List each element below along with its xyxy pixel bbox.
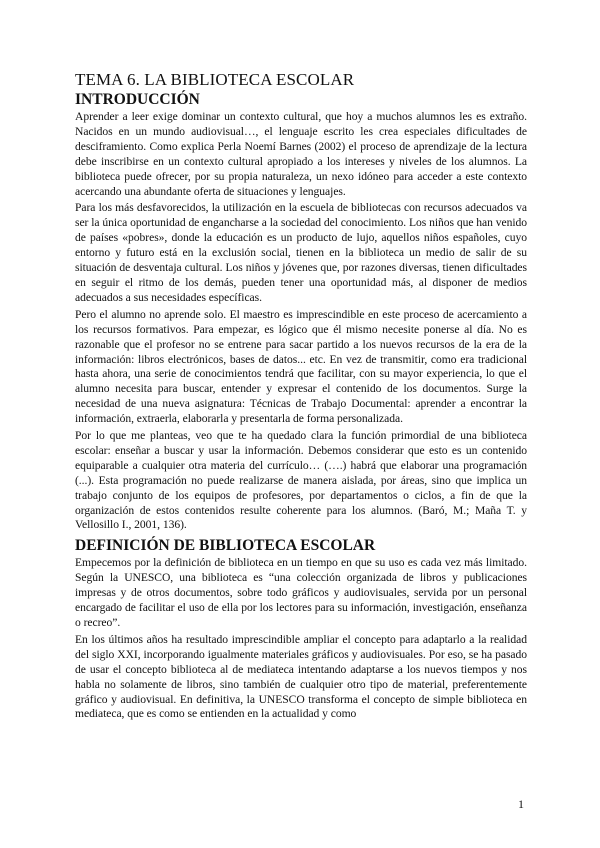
- paragraph: Para los más desfavorecidos, la utilización en la escuela de bibliotecas con recursos adecuados va ser la única oportunidad de engancharse a la sociedad del conocimiento. Los niños que han venido de países «pobres», donde la educación es un producto de lujo, aquellos niños españoles, cuyo entorno y futuro está en la exclusión social, tienen en la biblioteca un medio de salir de su situación de desventaja cultural. Los niños y jóvenes que, por razones diversas, tienen dificultades en seguir el ritmo de los demás, pueden tener una oportunidad más, al disponer de medios adecuados a sus necesidades específicas.: [75, 201, 527, 304]
- page-number: 1: [518, 797, 524, 811]
- section-heading-definicion: DEFINICIÓN DE BIBLIOTECA ESCOLAR: [75, 537, 376, 555]
- section-introduccion: [75, 90, 527, 533]
- section-heading-introduccion: INTRODUCCIÓN: [75, 91, 200, 108]
- document-title: TEMA 6. LA BIBLIOTECA ESCOLAR: [75, 70, 355, 89]
- paragraph: En los últimos años ha resultado imprescindible ampliar el concepto para adaptarlo a la realidad del siglo XXI, incorporando igualmente materiales gráficos y audiovisuales. Por eso, se ha pasado de usar el concepto biblioteca al de mediateca intentando adaptarse a los nuevos tiempos y nos habla no solamente de libros, sino también de cualquier otro tipo de material, preferentemente gráfico y audiovisual. En definitiva, la UNESCO transforma el concepto de simple biblioteca en mediateca, que es como se entienden en la actualidad y como: [75, 632, 527, 721]
- document-page: [75, 70, 527, 724]
- paragraph: Aprender a leer exige dominar un contexto cultural, que hoy a muchos alumnos les es extraño. Nacidos en un mundo audiovisual…, el lenguaje escrito les crea especiales dificultades de desciframiento. Como explica Perla Noemí Barnes (2002) el proceso de aprendizaje de la lectura debe inscribirse en un contexto cultural apropiado a los intereses y niveles de los alumnos. La biblioteca puede ofrecer, por su propia naturaleza, un nexo idóneo para acceder a este contexto acercando una abundante oferta de situaciones y lenguajes.: [75, 110, 527, 198]
- paragraph: Por lo que me planteas, veo que te ha quedado clara la función primordial de una biblioteca escolar: enseñar a buscar y usar la información. Debemos considerar que esto es un contenido equiparable a cualquier otra materia del currículo… (….) habrá que elaborar una programación (...). Esta programación no puede realizarse de manera aislada, por áreas, sino que implica un trabajo conjunto de los equipos de profesores, por departamentos o ciclos, a fin de que la organización de estos contenidos resulte coherente para los alumnos. (Baró, M.; Maña T. y Vellosillo I., 2001, 136).: [75, 429, 527, 532]
- paragraph: Empecemos por la definición de biblioteca en un tiempo en que su uso es cada vez más limitado. Según la UNESCO, una biblioteca es “una colección organizada de libros y publicaciones impresas y de otros documentos, sobre todo gráficos y audiovisuales, servida por un personal encargado de facilitar el uso de ella por los lectores para su información, investigación, enseñanza o recreo”.: [75, 556, 527, 629]
- paragraph: Pero el alumno no aprende solo. El maestro es imprescindible en este proceso de acercamiento a los recursos formativos. Para empezar, es lógico que él mismo necesite ponerse al día. No es razonable que el profesor no se entrene para sacar partido a los nuevos recursos de la era de la información: libros electrónicos, bases de datos... etc. En vez de transmitir, como era tradicional hasta ahora, una serie de conocimientos tendrá que facilitar, con su mayor experiencia, lo que el alumno necesita para buscar, entender y expresar el contenido de los documentos. Surge la necesidad de una nueva asignatura: Técnicas de Trabajo Documental: aprender a encontrar la información, extraerla, elaborarla y presentarla de forma personalizada.: [75, 307, 527, 426]
- section-definicion: [75, 536, 527, 722]
